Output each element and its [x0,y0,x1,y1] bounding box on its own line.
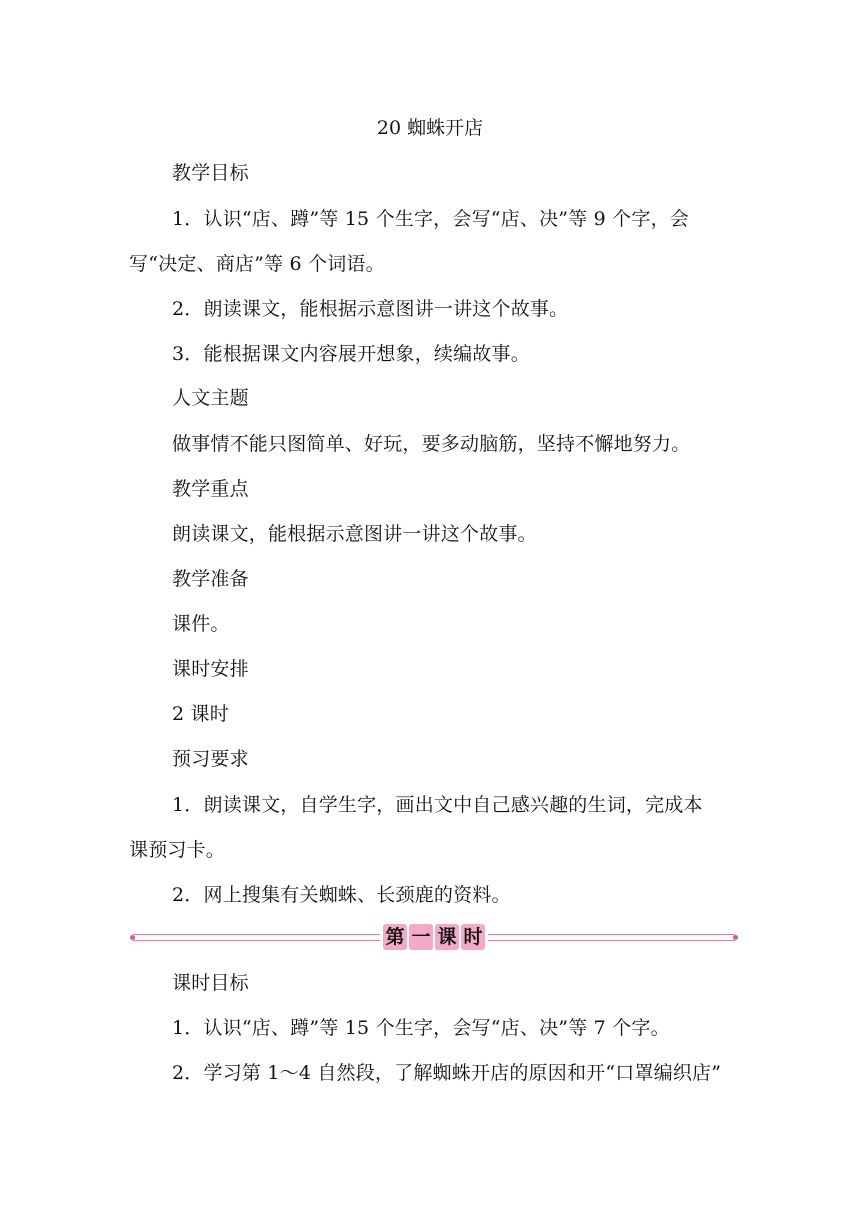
focus-heading: 教学重点 [172,478,249,500]
divider-dot-left [130,935,135,940]
divider-dot-right [733,935,738,940]
lesson-badge-char-4: 时 [461,924,485,950]
prep-text: 课件。 [172,613,230,635]
goal-1-line-2: 写“决定、商店”等 6 个词语。 [129,253,385,275]
preview-1-line-2: 课预习卡。 [129,839,226,861]
lesson-badge-char-1: 第 [383,924,407,950]
goal-3: 3．能根据课文内容展开想象，续编故事。 [172,343,530,365]
theme-text: 做事情不能只图简单、好玩，要多动脑筋，坚持不懈地努力。 [172,433,691,455]
prep-heading: 教学准备 [172,568,249,590]
preview-2: 2．网上搜集有关蜘蛛、长颈鹿的资料。 [172,884,511,906]
preview-1-line-1: 1．朗读课文，自学生字，画出文中自己感兴趣的生词，完成本 [172,794,703,816]
lesson-one-goal-2: 2．学习第 1～4 自然段，了解蜘蛛开店的原因和开“口罩编织店” [172,1062,722,1084]
lesson-title: 20 蜘蛛开店 [376,117,484,139]
goals-heading: 教学目标 [172,162,249,184]
lesson-one-goal-1: 1．认识“店、蹲”等 15 个生字，会写“店、决”等 7 个字。 [172,1017,670,1039]
lesson-badge-char-2: 一 [409,924,433,950]
goal-1-line-1: 1．认识“店、蹲”等 15 个生字，会写“店、决”等 9 个字，会 [172,208,689,230]
schedule-heading: 课时安排 [172,658,249,680]
lesson-divider [129,924,739,952]
lesson-badge-char-3: 课 [435,924,459,950]
lesson-one-heading: 课时目标 [172,972,249,994]
preview-heading: 预习要求 [172,748,249,770]
lesson-badge [380,924,488,952]
theme-heading: 人文主题 [172,387,249,409]
focus-text: 朗读课文，能根据示意图讲一讲这个故事。 [172,523,537,545]
schedule-text: 2 课时 [172,703,229,725]
goal-2: 2．朗读课文，能根据示意图讲一讲这个故事。 [172,298,569,320]
